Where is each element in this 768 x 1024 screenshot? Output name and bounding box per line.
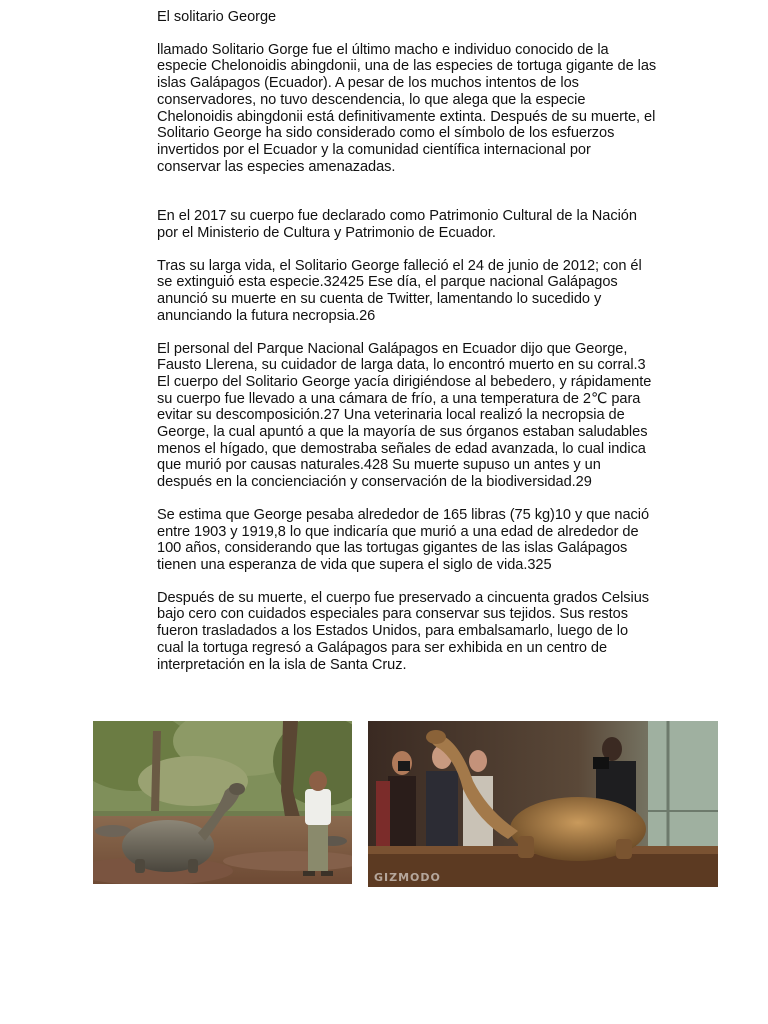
gizmodo-watermark: GIZMODO xyxy=(374,871,441,884)
paragraph-age: Se estima que George pesaba alrededor de 165 libras (75 kg)10 y que nació entre 1903 y 1919,8 lo que indicaría que murió a una edad de alrededor de 100 años, considerando que las tortugas gigantes de las islas Galápagos tienen una esperanza de vida que supera el siglo de vida.325 xyxy=(157,506,650,573)
tortoise-keeper-photo xyxy=(93,721,352,884)
paragraph-necropsy: El personal del Parque Nacional Galápagos en Ecuador dijo que George, Fausto Llerena, su cuidador de larga data, lo encontró muerto en su corral.3 El cuerpo del Solitario George yacía dirigiéndose al bebedero, y rápidamente su cuerpo fue llevado a una cámara de frío, a una temperatura de 2℃ para evitar su descomposición.27 Una veterinaria local realizó la necropsia de George, la cual apuntó a que la mayoría de sus órganos estaban saludables menos el hígado, que demostraba señales de edad avanzada, lo cual indica que murió por causas naturales.428 Su muerte supuso un antes y un después en la concienciación y conservación de la biodiversidad.29 xyxy=(157,340,652,491)
paragraph-intro: llamado Solitario Gorge fue el último macho e individuo conocido de la especie Chelonoidis abingdonii, una de las especies de tortuga gigante de las islas Galápagos (Ecuador). A pesar de los muchos intentos de los conservadores, no tuvo descendencia, lo que alega que la especie Chelonoidis abingdonii está definitivamente extinta. Después de su muerte, el Solitario George ha sido considerado como el símbolo de los esfuerzos invertidos por el Ecuador y la comunidad científica internacional por conservar las especies amenazadas. xyxy=(157,41,657,175)
paragraph-heritage: En el 2017 su cuerpo fue declarado como Patrimonio Cultural de la Nación por el Ministerio de Cultura y Patrimonio de Ecuador. xyxy=(157,208,637,242)
document-body xyxy=(157,9,657,673)
tortoise-exhibit-photo xyxy=(368,721,718,887)
paragraph-preservation: Después de su muerte, el cuerpo fue preservado a cincuenta grados Celsius bajo cero con cuidados especiales para conservar sus tejidos. Sus restos fueron trasladados a los Estados Unidos, para embalsamarlo, luego de lo cual la tortuga regresó a Galápagos para ser exhibida en un centro de interpretación en la isla de Santa Cruz. xyxy=(157,589,650,673)
document-title: El solitario George xyxy=(157,9,277,25)
paragraph-death: Tras su larga vida, el Solitario George falleció el 24 de junio de 2012; con él se extinguió esta especie.32425 Ese día, el parque nacional Galápagos anunció su muerte en su cuenta de Twitter, lamentando lo sucedido y anunciando la futura necropsia.26 xyxy=(157,257,642,324)
